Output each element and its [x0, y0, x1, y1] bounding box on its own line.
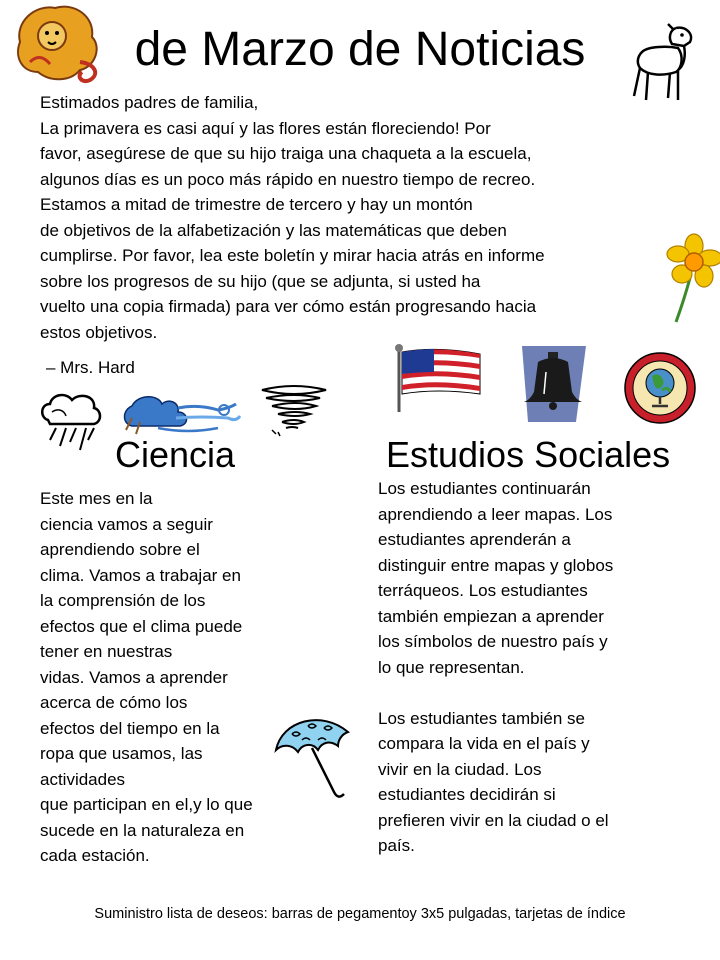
- estudios-sociales-heading: Estudios Sociales: [386, 434, 671, 475]
- estudios-line: prefieren vivir en la ciudad o el: [378, 810, 609, 830]
- ciencia-line: ropa que usamos, las: [40, 744, 203, 763]
- intro-line: de objetivos de la alfabetización y las matemáticas que deben: [40, 220, 507, 240]
- estudios-line: aprendiendo a leer mapas. Los: [378, 504, 613, 524]
- globe-icon: [622, 350, 698, 426]
- estudios-line: Los estudiantes continuarán: [378, 479, 591, 498]
- tornado-icon: [258, 384, 330, 440]
- intro-letter: [40, 90, 680, 345]
- estudios-line: compara la vida en el país y: [378, 734, 590, 753]
- intro-line: favor, asegúrese de que su hijo traiga una chaqueta a la escuela,: [40, 144, 532, 163]
- intro-line: sobre los progresos de su hijo (que se adjunta, si usted ha: [40, 271, 481, 291]
- estudios-line: Los estudiantes también se: [378, 708, 585, 728]
- lion-icon: [10, 2, 106, 84]
- ciencia-line: acerca de cómo los: [40, 693, 188, 712]
- ciencia-line: efectos del tiempo en la: [40, 718, 220, 738]
- intro-line: Estimados padres de familia,: [40, 93, 259, 112]
- ciencia-line: la comprensión de los: [40, 591, 206, 610]
- ciencia-line: Este mes en la: [40, 489, 153, 508]
- intro-line: estos objetivos.: [40, 322, 158, 342]
- supply-wishlist: Suministro lista de deseos: barras de pegamentoy 3x5 pulgadas, tarjetas de índice: [94, 906, 626, 922]
- ciencia-line: tener en nuestras: [40, 642, 173, 661]
- estudios-line: estudiantes decidirán si: [378, 785, 556, 804]
- ciencia-line: clima. Vamos a trabajar en: [40, 565, 241, 585]
- estudios-line: distinguir entre mapas y globos: [378, 555, 614, 575]
- ciencia-line: aprendiendo sobre el: [40, 540, 200, 559]
- rain-cloud-icon: [38, 390, 104, 456]
- us-flag-icon: [392, 344, 484, 414]
- signature: – Mrs. Hard: [46, 358, 135, 377]
- ciencia-line: actividades: [40, 769, 126, 789]
- ciencia-line: efectos que el clima puede: [40, 616, 243, 636]
- ciencia-body: [40, 486, 330, 869]
- page-title: de Marzo de Noticias: [134, 23, 586, 76]
- ciencia-line: que participan en el,y lo que: [40, 795, 253, 814]
- estudios-line: [378, 680, 708, 706]
- estudios-line: vivir en la ciudad. Los: [378, 759, 542, 779]
- ciencia-line: ciencia vamos a seguir: [40, 514, 213, 534]
- intro-line: algunos días es un poco más rápido en nuestro tiempo de recreo.: [40, 169, 536, 189]
- estudios-line: terráqueos. Los estudiantes: [378, 581, 588, 600]
- estudios-line: país.: [378, 836, 415, 855]
- estudios-line: los símbolos de nuestro país y: [378, 632, 608, 651]
- ciencia-line: vidas. Vamos a aprender: [40, 667, 228, 687]
- estudios-sociales-body: [378, 476, 708, 859]
- ciencia-line: cada estación.: [40, 846, 150, 865]
- liberty-bell-icon: [516, 344, 590, 424]
- ciencia-line: sucede en la naturaleza en: [40, 820, 245, 840]
- daffodil-icon: [664, 234, 720, 324]
- estudios-line: también empiezan a aprender: [378, 606, 604, 626]
- umbrella-icon: [272, 710, 352, 802]
- intro-line: cumplirse. Por favor, lea este boletín y mirar hacia atrás en informe: [40, 246, 545, 265]
- ciencia-heading: Ciencia: [115, 434, 236, 475]
- intro-line: Estamos a mitad de trimestre de tercero y hay un montón: [40, 195, 473, 214]
- intro-line: La primavera es casi aquí y las flores están floreciendo! Por: [40, 118, 491, 138]
- estudios-line: lo que representan.: [378, 657, 525, 677]
- estudios-line: estudiantes aprenderán a: [378, 530, 571, 549]
- intro-line: vuelto una copia firmada) para ver cómo están progresando hacia: [40, 297, 537, 316]
